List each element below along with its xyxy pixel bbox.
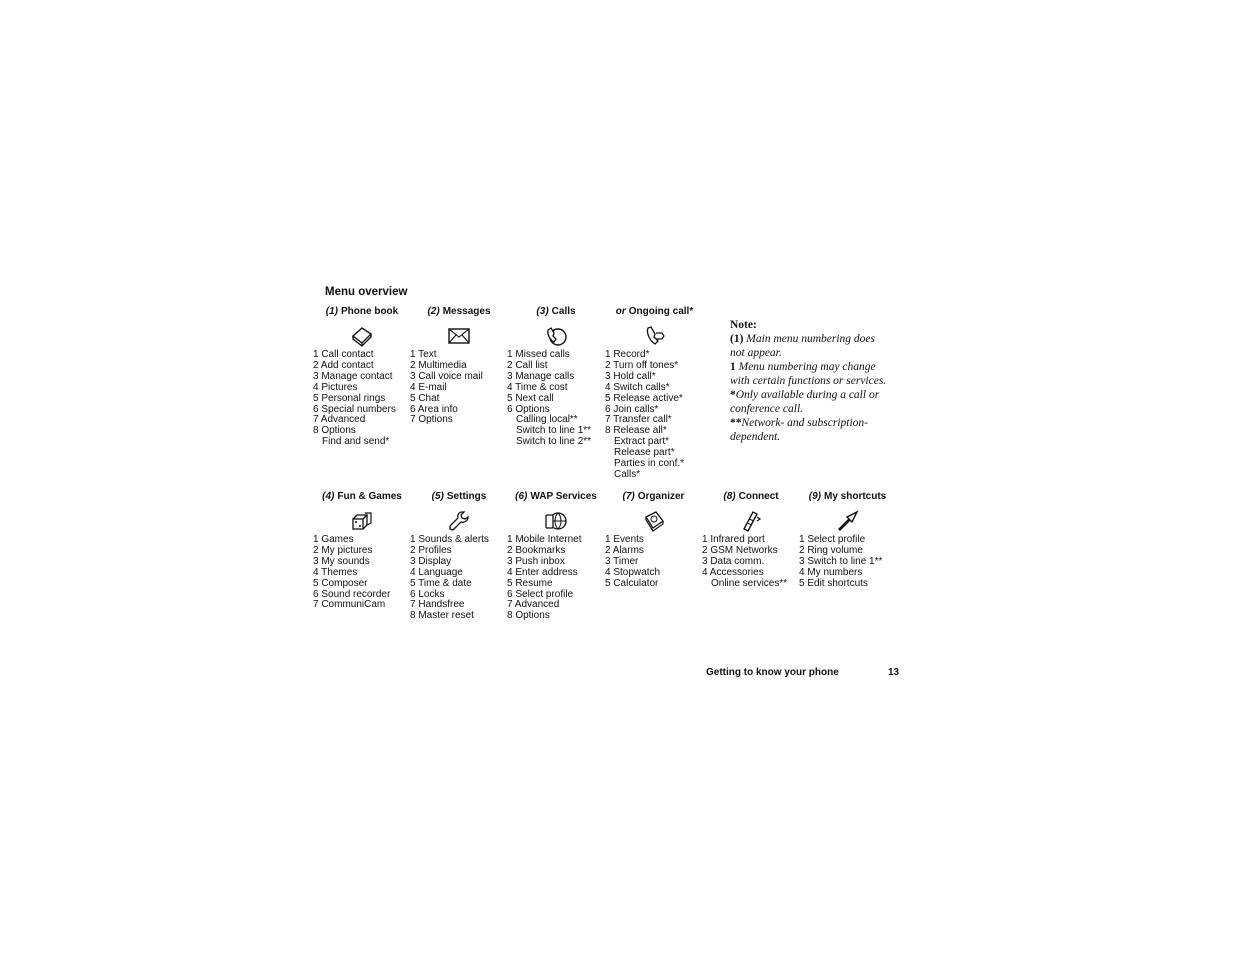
menu-label: Calls [551, 306, 576, 317]
menu-item: 4 Time & cost [507, 381, 568, 393]
menu-item: 3 Call voice mail [410, 370, 483, 382]
menu-item: 8 Options [507, 610, 550, 622]
menu-heading [311, 490, 413, 503]
menu-heading [505, 490, 607, 503]
menu-item: 5 Personal rings [313, 392, 386, 404]
menu-item: 7 Options [410, 414, 453, 426]
menu-item-list [605, 535, 705, 590]
menu-item: 6 Sound recorder [313, 588, 391, 600]
menu-heading [602, 490, 705, 503]
menu-item: 4 Pictures [313, 381, 358, 393]
menu-item: 3 Data comm. [702, 555, 765, 567]
menu-item: 2 Add contact [313, 359, 374, 371]
menu-number: (3) [536, 306, 549, 317]
menu-item: 2 Multimedia [410, 359, 467, 371]
menu-item-list [605, 350, 705, 481]
menu-item-list [410, 535, 510, 622]
menu-item-list [507, 535, 607, 622]
menu-item: 6 Area info [410, 403, 458, 415]
menu-item: 1 Select profile [799, 534, 866, 545]
menu-item: 6 Select profile [507, 588, 574, 600]
page-title: Menu overview [325, 286, 408, 298]
menu-item: 2 Profiles [410, 544, 452, 556]
menu-number: (4) [322, 491, 335, 502]
arrow-icon [796, 509, 899, 533]
menu-item: 3 Manage contact [313, 370, 393, 382]
menu-item: 2 GSM Networks [702, 544, 778, 556]
menu-item: 6 Locks [410, 588, 445, 600]
menu-item: 2 Alarms [605, 544, 644, 556]
menu-item: 5 Resume [507, 577, 553, 589]
menu-sub-item: Parties in conf.* [614, 458, 685, 470]
menu-item-list [313, 535, 413, 611]
menu-label: WAP Services [530, 491, 597, 502]
menu-sub-item: Calls* [614, 468, 641, 480]
menu-item: 3 Display [410, 555, 452, 567]
note-line: *Only available during a call or conference call. [730, 389, 880, 415]
menu-heading [408, 490, 510, 503]
menu-item: 1 Games [313, 534, 354, 545]
menu-item: 3 Switch to line 1** [799, 555, 883, 567]
menu-label: Phone book [341, 306, 399, 317]
menu-heading [311, 305, 413, 318]
menu-label: Connect [738, 491, 779, 502]
menu-column-messages [410, 305, 510, 426]
menu-item: 1 Mobile Internet [507, 534, 582, 545]
menu-item: 4 Language [410, 566, 463, 578]
menu-item: 1 Sounds & alerts [410, 534, 489, 545]
fun-games-icon [311, 509, 413, 533]
menu-item: 8 Master reset [410, 610, 474, 622]
menu-item: 5 Edit shortcuts [799, 577, 868, 589]
menu-sub-item: Switch to line 1** [516, 425, 592, 437]
menu-item: 6 Special numbers [313, 403, 396, 415]
menu-column-fun-games [313, 490, 413, 611]
menu-label: My shortcuts [824, 491, 887, 502]
envelope-icon [408, 324, 510, 348]
note-line: **Network- and subscription-dependent. [730, 417, 868, 443]
menu-item: 4 Enter address [507, 566, 578, 578]
menu-column-organizer [605, 490, 705, 590]
menu-item: 8 Options [313, 425, 356, 437]
footer-section: Getting to know your phone [706, 667, 839, 678]
menu-item: 5 Calculator [605, 577, 659, 589]
menu-item: 4 E-mail [410, 381, 447, 393]
menu-sub-item: Online services** [711, 577, 788, 589]
menu-item: 7 Advanced [313, 414, 366, 426]
menu-item-list [507, 350, 607, 448]
menu-item: 7 Transfer call* [605, 414, 672, 426]
menu-item: 2 My pictures [313, 544, 373, 556]
menu-number: (2) [427, 306, 440, 317]
menu-sub-item: Find and send* [322, 436, 390, 448]
menu-number: (7) [622, 491, 635, 502]
menu-column-ongoing-call- [605, 305, 705, 481]
menu-column-wap-services [507, 490, 607, 622]
wap-services-icon [505, 509, 607, 533]
menu-item: 1 Infrared port [702, 534, 765, 545]
menu-item: 3 My sounds [313, 555, 370, 567]
calls-icon [505, 324, 607, 348]
phone-book-icon [311, 324, 413, 348]
menu-item: 6 Join calls* [605, 403, 659, 415]
menu-item: 3 Hold call* [605, 370, 656, 382]
menu-item: 1 Record* [605, 349, 650, 360]
menu-label: Settings [446, 491, 487, 502]
menu-item: 3 Timer [605, 555, 639, 567]
menu-item: 4 My numbers [799, 566, 863, 578]
wrench-icon [408, 509, 510, 533]
menu-column-connect [702, 490, 802, 590]
menu-number: (9) [808, 491, 821, 502]
menu-number: (5) [431, 491, 444, 502]
menu-label: Ongoing call* [628, 306, 694, 317]
menu-item: 4 Accessories [702, 566, 764, 578]
note-title: Note: [730, 319, 757, 331]
menu-item: 1 Text [410, 349, 437, 360]
menu-item: 8 Release all* [605, 425, 667, 437]
menu-item: 5 Next call [507, 392, 554, 404]
connect-icon [700, 509, 802, 533]
menu-sub-item: Calling local** [516, 414, 578, 426]
menu-number: (1) [325, 306, 338, 317]
menu-column-phone-book [313, 305, 413, 448]
menu-item-list [799, 535, 899, 590]
menu-number: or [615, 306, 626, 317]
menu-item: 5 Time & date [410, 577, 472, 589]
ongoing-call-icon [604, 324, 705, 348]
menu-item: 1 Call contact [313, 349, 374, 360]
menu-label: Fun & Games [337, 491, 402, 502]
menu-item: 3 Manage calls [507, 370, 575, 382]
menu-column-settings [410, 490, 510, 622]
menu-heading [505, 305, 607, 318]
menu-number: (6) [515, 491, 528, 502]
menu-item-list [410, 350, 510, 426]
note-line: (1) Main menu numbering does not appear. [730, 333, 876, 359]
menu-item: 1 Missed calls [507, 349, 570, 360]
menu-item: 7 CommuniCam [313, 599, 386, 611]
menu-item: 4 Themes [313, 566, 358, 578]
note-line: 1 Menu numbering may change with certain functions or services. [730, 361, 887, 387]
menu-heading [796, 490, 899, 503]
organizer-icon [602, 509, 705, 533]
menu-heading [604, 305, 705, 318]
menu-heading [700, 490, 802, 503]
note-box [730, 318, 890, 444]
menu-item: 6 Options [507, 403, 550, 415]
menu-sub-item: Release part* [614, 447, 675, 459]
menu-number: (8) [723, 491, 736, 502]
menu-item: 5 Release active* [605, 392, 683, 404]
menu-sub-item: Extract part* [614, 436, 670, 448]
menu-item: 4 Stopwatch [605, 566, 661, 578]
menu-item: 2 Turn off tones* [605, 359, 679, 371]
menu-item: 5 Chat [410, 392, 440, 404]
menu-item: 2 Call list [507, 359, 548, 371]
menu-label: Messages [442, 306, 491, 317]
menu-item: 3 Push inbox [507, 555, 565, 567]
menu-column-calls [507, 305, 607, 448]
menu-item: 7 Advanced [507, 599, 560, 611]
menu-item: 2 Bookmarks [507, 544, 566, 556]
menu-item: 4 Switch calls* [605, 381, 670, 393]
menu-item: 5 Composer [313, 577, 368, 589]
menu-label: Organizer [637, 491, 685, 502]
menu-item-list [313, 350, 413, 448]
menu-item: 1 Events [605, 534, 644, 545]
menu-column-my-shortcuts [799, 490, 899, 590]
menu-sub-item: Switch to line 2** [516, 436, 592, 448]
page-number: 13 [888, 667, 900, 678]
menu-item: 7 Handsfree [410, 599, 465, 611]
menu-item: 2 Ring volume [799, 544, 863, 556]
menu-heading [408, 305, 510, 318]
menu-item-list [702, 535, 802, 590]
